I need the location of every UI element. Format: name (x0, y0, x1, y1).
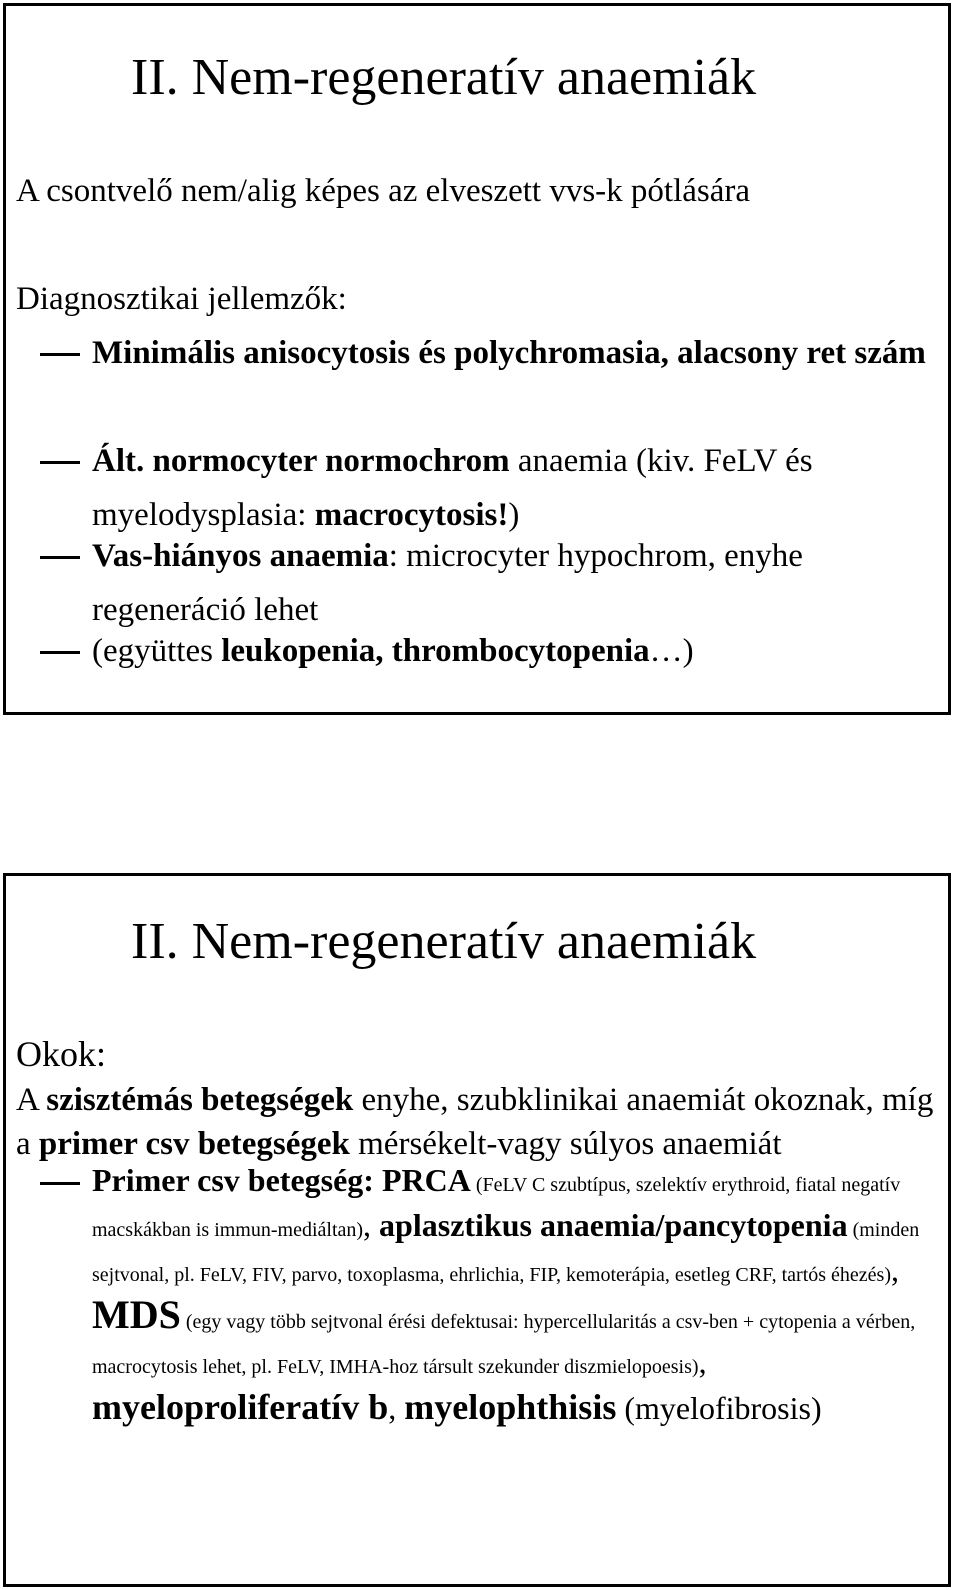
text-run: enyhe, szubklinikai anaemiát okoznak, míg a (16, 1082, 934, 1162)
bullet-item (36, 624, 936, 678)
diagnostics-heading: Diagnosztikai jellemzők: (16, 281, 347, 317)
text-run: anaemia (kiv. FeLV és myelodysplasia: (92, 443, 813, 533)
text-run: aplasztikus anaemia/pancytopenia (379, 1207, 848, 1243)
text-run: (minden sejtvonal, pl. FeLV, FIV, parvo, toxoplasma, ehrlichia, FIP, kemoterápia, esetleg CRF, tartós éhezés) (92, 1219, 920, 1286)
bullet-item (36, 326, 936, 380)
bullet-text (92, 434, 936, 542)
text-run: ) (508, 497, 520, 533)
bullet-text (92, 1160, 936, 1428)
text-run: szisztémás betegségek (46, 1082, 354, 1118)
text-run: macrocytosis! (314, 497, 509, 533)
text-run: , (698, 1344, 707, 1380)
slide-title: II. Nem-regeneratív anaemiák (131, 913, 757, 970)
text-run: (együttes (92, 633, 222, 669)
slide-title: II. Nem-regeneratív anaemiák (131, 49, 757, 106)
slide-2 (3, 873, 951, 1587)
text-run: mérsékelt-vagy súlyos anaemiát (349, 1126, 782, 1162)
text-run: myeloproliferatív b (92, 1387, 389, 1427)
causes-paragraph (16, 1078, 936, 1166)
text-run: A (16, 1082, 47, 1118)
text-run: Minimális anisocytosis és polychromasia, alacsony ret szám (92, 335, 926, 371)
text-run: leukopenia, thrombocytopenia (221, 633, 650, 669)
text-run: primer csv betegségek (38, 1126, 350, 1162)
intro-line: A csontvelő nem/alig képes az elveszett vvs-k pótlására (16, 173, 751, 209)
text-run: : microcyter hypochrom, enyhe regeneráció lehet (92, 538, 803, 628)
bullet-item (36, 1160, 936, 1428)
text-run: MDS (92, 1292, 181, 1337)
slide-1 (3, 3, 951, 715)
causes-heading: Okok: (16, 1034, 106, 1074)
text-run: , (388, 1390, 405, 1426)
text-run: Primer csv betegség: PRCA (92, 1162, 471, 1198)
text-run: , (363, 1207, 380, 1243)
text-run: (myelofibrosis) (616, 1390, 822, 1426)
text-run: , (891, 1252, 900, 1288)
text-run: (egy vagy több sejtvonal érési defektusai: hypercellularitás a csv-ben + cytopenia a vérben, macrocytosis lehet, pl. FeLV, IMHA-hoz társult szekunder diszmielopoesis) (92, 1311, 916, 1378)
text-run: Ált. normocyter normochrom (92, 443, 510, 479)
text-run: …) (649, 633, 694, 669)
text-run: Vas-hiányos anaemia (92, 538, 389, 574)
bullet-text (92, 326, 936, 380)
text-run: (FeLV C szubtípus, szelektív erythroid, fiatal negatív macskákban is immun-mediáltan) (92, 1174, 901, 1241)
bullet-text (92, 529, 936, 637)
bullet-item (36, 529, 936, 637)
text-run: myelophthisis (404, 1387, 617, 1427)
bullet-item (36, 434, 936, 542)
bullet-text (92, 624, 936, 678)
